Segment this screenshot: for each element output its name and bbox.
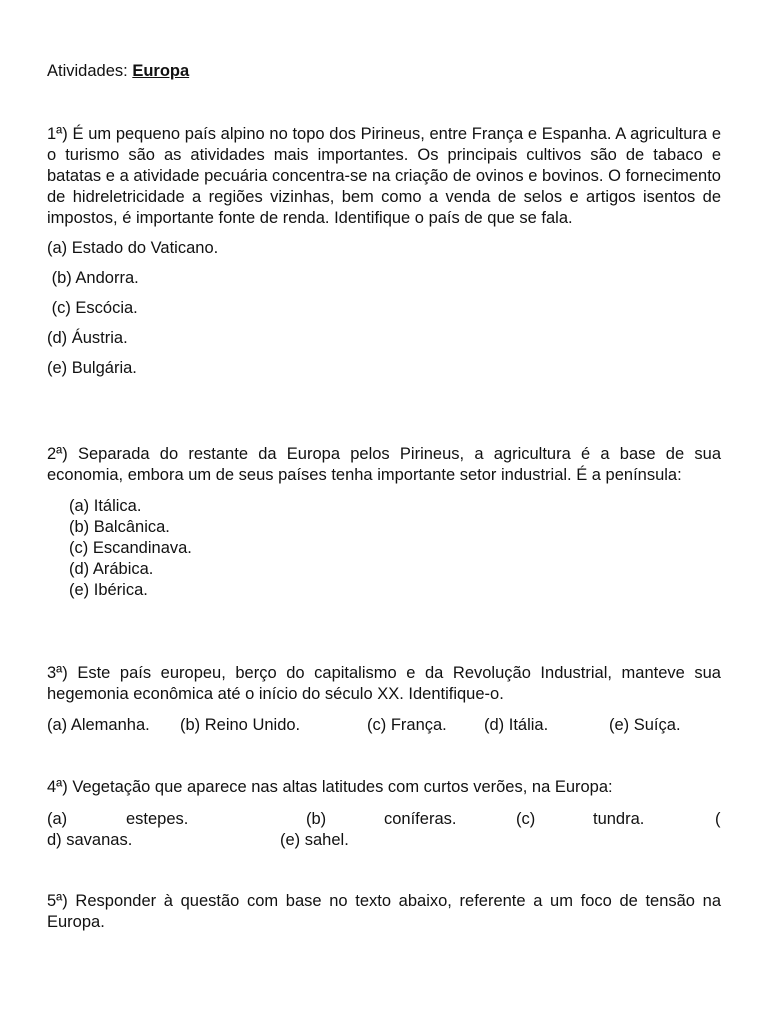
question-2-option-c: (c) Escandinava. — [69, 539, 192, 557]
question-2 — [47, 444, 721, 601]
question-5-stem: 5ª) Responder à questão com base no texto abaixo, referente a um foco de tensão na Europa. — [47, 892, 721, 931]
question-4-option-a-letter: (a) — [47, 810, 68, 828]
title-label: Atividades: — [47, 62, 128, 80]
title-subject: Europa — [132, 62, 190, 80]
question-1-stem: 1ª) É um pequeno país alpino no topo dos Pirineus, entre França e Espanha. A agricultura e o turismo são as atividades mais importantes. Os principais cultivos são de tabaco e batatas e a atividade pecuária concentra-se na criação de ovinos e bovinos. O fornecimento de hidreletricidade a regiões vizinhas, bem como a venda de selos e artigos isentos de impostos, é importante fonte de renda. Identifique o país de que se fala. — [47, 125, 721, 227]
question-4-option-d-text: d) savanas. — [47, 831, 133, 849]
question-3 — [47, 663, 721, 736]
question-1-option-d: (d) Áustria. — [47, 329, 128, 347]
question-3-option-e: (e) Suíça. — [609, 716, 681, 734]
question-3-option-d: (d) Itália. — [484, 716, 549, 734]
question-1-option-b: (b) Andorra. — [47, 269, 139, 287]
question-2-option-a: (a) Itálica. — [69, 497, 142, 515]
question-2-stem: 2ª) Separada do restante da Europa pelos Pirineus, a agricultura é a base de sua economia, embora um de seus países tenha importante setor industrial. É a península: — [47, 445, 721, 484]
question-4-option-c-letter: (c) — [516, 810, 536, 828]
question-4-option-c-text: tundra. — [593, 810, 645, 828]
question-4-option-b-letter: (b) — [306, 810, 327, 828]
question-4-options-line-1 — [47, 809, 721, 830]
question-4-option-b-text: coníferas. — [384, 810, 457, 828]
question-3-option-a: (a) Alemanha. — [47, 716, 150, 734]
question-3-options — [47, 715, 721, 736]
question-2-option-d: (d) Arábica. — [69, 560, 154, 578]
question-4-option-a-text: estepes. — [126, 810, 189, 828]
question-1 — [47, 124, 721, 379]
question-2-option-b: (b) Balcânica. — [69, 518, 170, 536]
question-5 — [47, 891, 721, 933]
question-3-option-b: (b) Reino Unido. — [180, 716, 301, 734]
question-4-stem: 4ª) Vegetação que aparece nas altas latitudes com curtos verões, na Europa: — [47, 778, 613, 796]
question-1-option-c: (c) Escócia. — [47, 299, 138, 317]
question-2-option-e: (e) Ibérica. — [69, 581, 148, 599]
question-4-option-d-open: ( — [715, 810, 721, 828]
question-3-option-c: (c) França. — [367, 716, 447, 734]
question-1-option-e: (e) Bulgária. — [47, 359, 137, 377]
question-3-stem: 3ª) Este país europeu, berço do capitalismo e da Revolução Industrial, manteve sua hegemonia econômica até o início do século XX. Identifique-o. — [47, 664, 721, 703]
question-4-options-line-2 — [47, 830, 721, 851]
question-4-option-e: (e) sahel. — [280, 831, 349, 849]
question-1-option-a: (a) Estado do Vaticano. — [47, 239, 219, 257]
page-title — [47, 61, 189, 82]
question-4 — [47, 777, 721, 851]
